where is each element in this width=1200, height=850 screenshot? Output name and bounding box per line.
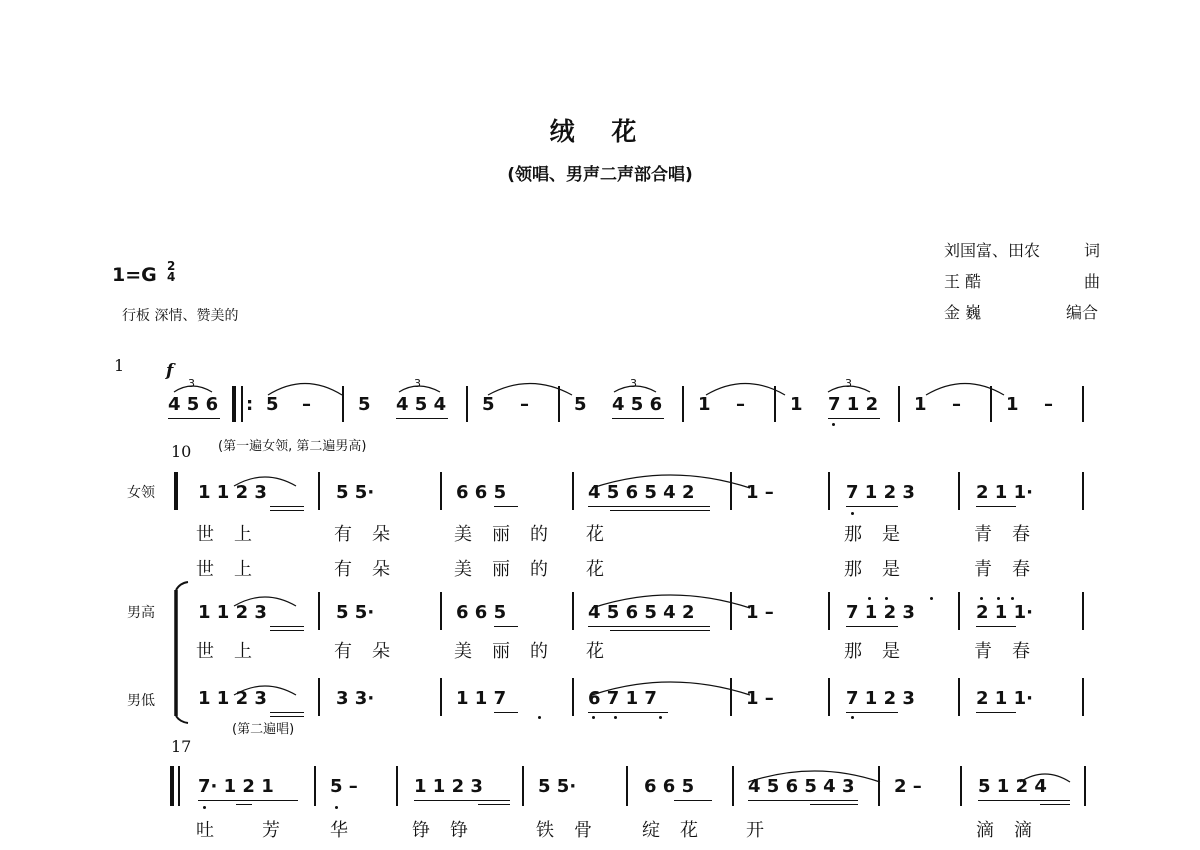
barline — [314, 766, 316, 806]
beam-underline — [494, 712, 518, 713]
measure-19: 1 1 2 3 — [414, 776, 483, 797]
tenor-measure-2: 5 5· — [336, 602, 375, 623]
barline — [572, 592, 574, 630]
high-octave-dot — [997, 597, 1000, 600]
lyric: 世上 — [196, 641, 272, 662]
note-group: 7 1 2 — [828, 394, 879, 415]
barline — [440, 678, 442, 716]
lyric: 美丽的 — [454, 559, 568, 580]
lyric: 有朵 — [334, 524, 410, 545]
tenor-measure-4: 4 5 6 5 4 2 — [588, 602, 695, 623]
lyric: 有朵 — [334, 641, 410, 662]
repeat-dots: : — [246, 394, 254, 415]
low-octave-dot — [592, 716, 595, 719]
beam-underline — [846, 626, 898, 627]
dynamic-forte: f — [166, 361, 174, 381]
lyric: 吐 — [196, 820, 234, 841]
measure-number-1: 1 — [114, 356, 125, 375]
lyric: 美丽的 — [454, 524, 568, 545]
beam-underline — [494, 626, 518, 627]
barline — [440, 472, 442, 510]
barline — [730, 592, 732, 630]
beam-underline — [270, 626, 304, 627]
beam-underline — [478, 804, 510, 805]
beam-underline — [810, 804, 858, 805]
measure-17: 7· 1 2 1 — [198, 776, 274, 797]
bass-measure-7: 2 1 1· — [976, 688, 1033, 709]
bass-measure-5: 1 – — [746, 688, 774, 709]
high-octave-dot — [885, 597, 888, 600]
lyric: 花 — [586, 641, 624, 662]
measure-number-17: 17 — [171, 737, 192, 756]
barline — [828, 678, 830, 716]
low-octave-dot — [851, 512, 854, 515]
barline — [1082, 678, 1084, 716]
part-label-soprano: 女领 — [127, 485, 155, 501]
measure-23: 2 – — [894, 776, 922, 797]
note: 1 — [1006, 394, 1019, 415]
barline — [730, 472, 732, 510]
barline — [960, 766, 962, 806]
bass-measure-2: 3 3· — [336, 688, 375, 709]
beam-underline — [976, 626, 1016, 627]
dash: – — [952, 394, 961, 415]
key-text: 1=G — [112, 264, 157, 286]
lyricist-name: 刘国富、田农 — [944, 241, 1041, 260]
high-octave-dot — [930, 597, 933, 600]
note-group: 4 5 6 — [612, 394, 663, 415]
lyric: 铁骨 — [536, 820, 612, 841]
low-octave-dot — [538, 716, 541, 719]
barline — [318, 678, 320, 716]
lyric: 世上 — [196, 559, 272, 580]
barline — [958, 472, 960, 510]
lyric: 花 — [586, 559, 624, 580]
beam-underline — [976, 506, 1016, 507]
dash: – — [520, 394, 529, 415]
triplet-mark: 3 — [188, 377, 195, 390]
arranger-name: 金 巍 — [944, 303, 982, 322]
soprano-measure-5: 1 – — [746, 482, 774, 503]
note: 5 — [358, 394, 371, 415]
beam-underline — [270, 506, 304, 507]
performance-remark: (第一遍女领, 第二遍男高) — [218, 439, 367, 454]
barline — [828, 592, 830, 630]
note: 1 — [914, 394, 927, 415]
tenor-measure-7: 2 1 1· — [976, 602, 1033, 623]
barline — [1084, 766, 1086, 806]
bass-remark: (第二遍唱) — [232, 722, 295, 737]
note: 1 — [698, 394, 711, 415]
beam-underline — [270, 510, 304, 511]
soprano-measure-3: 6 6 5 — [456, 482, 507, 503]
beam-underline — [846, 712, 898, 713]
beam-underline — [198, 800, 298, 801]
low-octave-dot — [335, 806, 338, 809]
soprano-measure-4: 4 5 6 5 4 2 — [588, 482, 695, 503]
barline — [958, 592, 960, 630]
barline — [958, 678, 960, 716]
score-subtitle: (领唱、男声二声部合唱) — [507, 165, 693, 185]
note: 5 — [266, 394, 279, 415]
barline — [626, 766, 628, 806]
lyric: 华 — [330, 820, 368, 841]
barline — [878, 766, 880, 806]
measure-20: 5 5· — [538, 776, 577, 797]
beam-underline — [588, 506, 710, 507]
barline — [440, 592, 442, 630]
lyric: 滴滴 — [976, 820, 1052, 841]
beam-underline — [588, 626, 710, 627]
beam-underline — [236, 804, 252, 805]
measure-18: 5 – — [330, 776, 358, 797]
lyricist-role: 词 — [1084, 241, 1101, 260]
lyric: 那是 — [844, 641, 920, 662]
composer-role: 曲 — [1084, 272, 1101, 291]
beam-underline — [588, 712, 668, 713]
beam-underline — [846, 506, 898, 507]
barline — [572, 678, 574, 716]
score-title: 绒 花 — [549, 117, 651, 146]
lyric: 花 — [586, 524, 624, 545]
triplet-mark: 3 — [845, 377, 852, 390]
part-label-bass: 男低 — [127, 693, 155, 709]
dash: – — [302, 394, 311, 415]
beam-underline — [748, 800, 858, 801]
bass-measure-1: 1 1 2 3 — [198, 688, 267, 709]
part-label-tenor: 男高 — [127, 605, 155, 621]
beam-underline — [494, 506, 518, 507]
lyric: 绽花 — [642, 820, 718, 841]
note: 5 — [574, 394, 587, 415]
soprano-measure-2: 5 5· — [336, 482, 375, 503]
measure-21: 6 6 5 — [644, 776, 695, 797]
system-start-barline — [170, 766, 174, 806]
barline — [730, 678, 732, 716]
beam-underline — [674, 800, 712, 801]
lyric: 世上 — [196, 524, 272, 545]
barline — [1082, 472, 1084, 510]
time-numerator: 2 — [167, 259, 176, 273]
tenor-measure-6: 7 1 2 3 — [846, 602, 915, 623]
triplet-mark: 3 — [630, 377, 637, 390]
lyric: 有朵 — [334, 559, 410, 580]
measure-24: 5 1 2 4 — [978, 776, 1047, 797]
note: 1 — [790, 394, 803, 415]
lyric: 那是 — [844, 524, 920, 545]
high-octave-dot — [1011, 597, 1014, 600]
triplet-mark: 3 — [414, 377, 421, 390]
tempo-marking: 行板 深情、赞美的 — [122, 308, 239, 324]
tenor-measure-3: 6 6 5 — [456, 602, 507, 623]
low-octave-dot — [614, 716, 617, 719]
beam-underline — [976, 712, 1016, 713]
beam-underline — [610, 510, 710, 511]
beam-underline — [978, 800, 1070, 801]
note-group: 4 5 4 — [396, 394, 447, 415]
lyric: 青春 — [974, 559, 1050, 580]
lyric: 青春 — [974, 524, 1050, 545]
lyric: 美丽的 — [454, 641, 568, 662]
bass-measure-6: 7 1 2 3 — [846, 688, 915, 709]
arranger-role: 编合 — [1066, 303, 1099, 322]
soprano-measure-7: 2 1 1· — [976, 482, 1033, 503]
tenor-measure-5: 1 – — [746, 602, 774, 623]
beam-underline — [1040, 804, 1070, 805]
barline — [396, 766, 398, 806]
barline — [1082, 592, 1084, 630]
barline — [178, 766, 180, 806]
dash: – — [736, 394, 745, 415]
beam-underline — [414, 800, 510, 801]
measure-number-10: 10 — [171, 442, 192, 461]
note-group: 4 5 6 — [168, 394, 219, 415]
high-octave-dot — [980, 597, 983, 600]
low-octave-dot — [659, 716, 662, 719]
dash: – — [1044, 394, 1053, 415]
measure-22: 4 5 6 5 4 3 — [748, 776, 855, 797]
soprano-measure-1: 1 1 2 3 — [198, 482, 267, 503]
lyric: 那是 — [844, 559, 920, 580]
beam-underline — [610, 630, 710, 631]
barline — [318, 592, 320, 630]
barline — [522, 766, 524, 806]
low-octave-dot — [851, 716, 854, 719]
high-octave-dot — [868, 597, 871, 600]
lyric: 芳 — [262, 820, 300, 841]
soprano-measure-6: 7 1 2 3 — [846, 482, 915, 503]
beam-underline — [270, 630, 304, 631]
lyric: 开 — [746, 820, 784, 841]
bass-measure-3: 1 1 7 — [456, 688, 507, 709]
composer-name: 王 酷 — [944, 272, 982, 291]
barline — [732, 766, 734, 806]
barline — [572, 472, 574, 510]
lyric: 铮铮 — [412, 820, 488, 841]
beam-underline — [270, 712, 304, 713]
time-denominator: 4 — [167, 270, 176, 284]
bass-measure-4: 6 7 1 7 — [588, 688, 657, 709]
low-octave-dot — [203, 806, 206, 809]
barline — [828, 472, 830, 510]
tenor-measure-1: 1 1 2 3 — [198, 602, 267, 623]
note: 5 — [482, 394, 495, 415]
barline — [318, 472, 320, 510]
lyric: 青春 — [974, 641, 1050, 662]
